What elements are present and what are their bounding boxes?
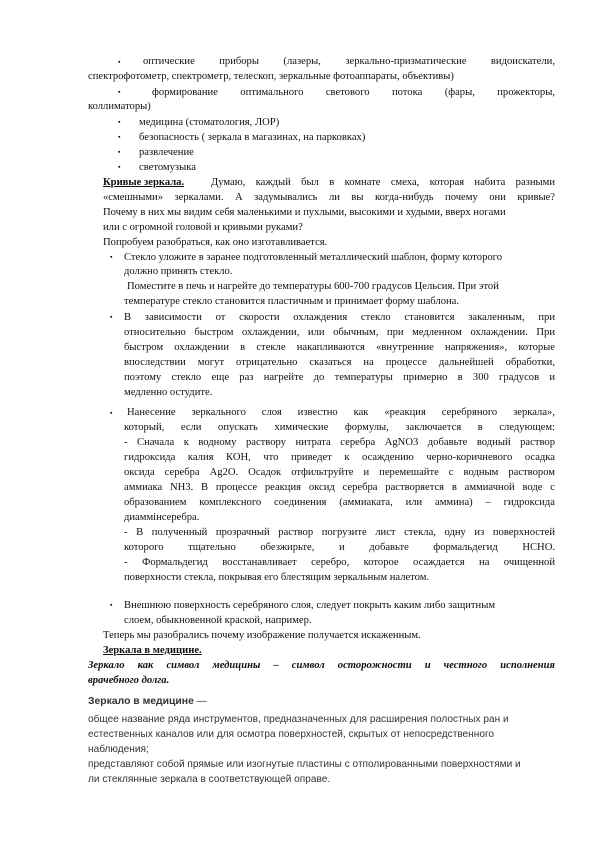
definition-line-4: представляют собой прямые или изогнутые пластины с отполированными поверхностями и [88,759,521,770]
step3-line-9: - В полученный прозрачный раствор погрузите лист стекла, одну из поверхностей [124,527,555,538]
step3-line-12: поверхности стекла, покрывая его блестящим зеркальным налетом. [124,572,430,583]
step2-line-4: впоследствии могут отрицательно сказаться на процессе дальнейшей обработки, [124,357,555,368]
list1-item-2-line-2: коллиматоры) [88,101,151,112]
step2-line-1: В зависимости от скорости охлаждения стекло становится закаленным, при [124,312,555,323]
bullet-icon: ▪ [118,163,121,171]
definition-title-line [88,695,207,708]
list1-item-4: безопасность ( зеркала в магазинах, на парковках) [139,132,366,143]
step3-line-4: гидроксида калия КОН, что приведет к осаждению черно-коричневого осадка [124,452,555,463]
step1b-line-2: температуре стекло становится пластичным и принимает форму шаблона. [124,296,460,307]
definition-line-2: естественных каналов или для осмотра поверхностей, скрытых от непосредственного [88,729,495,740]
bullet-icon: ▪ [118,88,121,96]
step3-line-6: аммиака NH3. В процессе реакция оксид серебра растворяется в аммиачной воде с [124,482,555,493]
definition-title: Зеркало в медицине [88,696,194,707]
medicine-symbol-line-1: Зеркало как символ медицины – символ осторожности и честного исполнения [88,660,555,671]
step3-line-3: - Сначала к водному раствору нитрата серебра AgNO3 добавьте водный раствор [124,437,555,448]
bullet-icon: ▪ [118,58,121,66]
bullet-icon: ▪ [110,601,113,609]
bullet-icon: ▪ [118,148,121,156]
medicine-heading: Зеркала в медицине. [103,645,202,656]
step4-line-2: слоем, обыкновенной краской, например. [124,615,312,626]
step3-line-8: диаммінсеребра. [124,512,200,523]
step1b-line-1: Поместите в печь и нагрейте до температуры 600-700 градусов Цельсия. При этой [127,281,499,292]
step3-line-10: которого тщательно обезжирьте, и добавьте формальдегид НСНО. [124,542,555,553]
step4-line-1: Внешнюю поверхность серебряного слоя, следует покрыть каким либо защитным [124,600,496,611]
list1-item-6: светомузыка [139,162,196,173]
crooked-line-2: «смешными» зеркалами. А задумывались ли вы когда-нибудь почему они кривые? [103,192,555,203]
crooked-line-4: или с огромной головой и кривыми руками? [103,222,303,233]
step2-line-2: относительно быстром охлаждении, или обычным, при медленном охлаждении. При [124,327,555,338]
step3-line-1: Нанесение зеркального слоя известно как «реакция серебряного зеркала», [127,407,555,418]
bullet-icon: ▪ [110,313,113,321]
step1-line-2: должно принять стекло. [124,266,233,277]
step2-line-6: медленно остудите. [124,387,213,398]
step3-line-5: оксида серебра Ag2O. Осадок отфильтруйте и перемешайте с водным раствором [124,467,555,478]
crooked-line-5: Попробуем разобраться, как оно изготавливается. [103,237,328,248]
bullet-icon: ▪ [118,133,121,141]
list1-item-3: медицина (стоматология, ЛОР) [139,117,280,128]
step2-line-3: быстром охлаждении в стекле накапливаются «внутренние напряжения», которые [124,342,555,353]
step2-line-5: поэтому стекло еще раз нагрейте до температуры примерно в 300 градусов и [124,372,555,383]
crooked-line-3: Почему в них мы видим себя маленькими и пухлыми, высокими и худыми, вверх ногами [103,207,506,218]
conclusion-text: Теперь мы разобрались почему изображение получается искаженным. [103,630,421,641]
step3-line-11: - Формальдегид восстанавливает серебро, которое осаждается на очищенной [124,557,555,568]
definition-line-1: общее название ряда инструментов, предназначенных для расширения полостных ран и [88,714,509,725]
bullet-icon: ▪ [110,409,113,417]
step3-line-7: образованием комплексного соединения (аммиаката, или аммина) – гидроксида [124,497,555,508]
bullet-icon: ▪ [110,253,113,261]
step1-line-1: Стекло уложите в заранее подготовленный металлический шаблон, форму которого [124,252,503,263]
crooked-line-1: Думаю, каждый был в комнате смеха, которая набита разными [211,177,555,188]
crooked-heading: Кривые зеркала. [103,177,185,188]
list1-item-5: развлечение [139,147,194,158]
bullet-icon: ▪ [118,118,121,126]
medicine-symbol-line-2: врачебного долга. [88,675,170,686]
step3-line-2: который, если опускать химические формулы, заключается в следующем: [124,422,555,433]
definition-line-5: ли стеклянные зеркала в соответствующей оправе. [88,774,331,785]
definition-line-3: наблюдения; [88,744,149,755]
definition-dash: — [193,696,207,707]
list1-item-1-line-1: оптические приборы (лазеры, зеркально-призматические видоискатели, [143,56,555,67]
list1-item-2-line-1: формирование оптимального светового потока (фары, прожекторы, [152,87,555,98]
list1-item-1-line-2: спектрофотометр, спектрометр, телескоп, зеркальные фотоаппараты, объективы) [88,71,454,82]
